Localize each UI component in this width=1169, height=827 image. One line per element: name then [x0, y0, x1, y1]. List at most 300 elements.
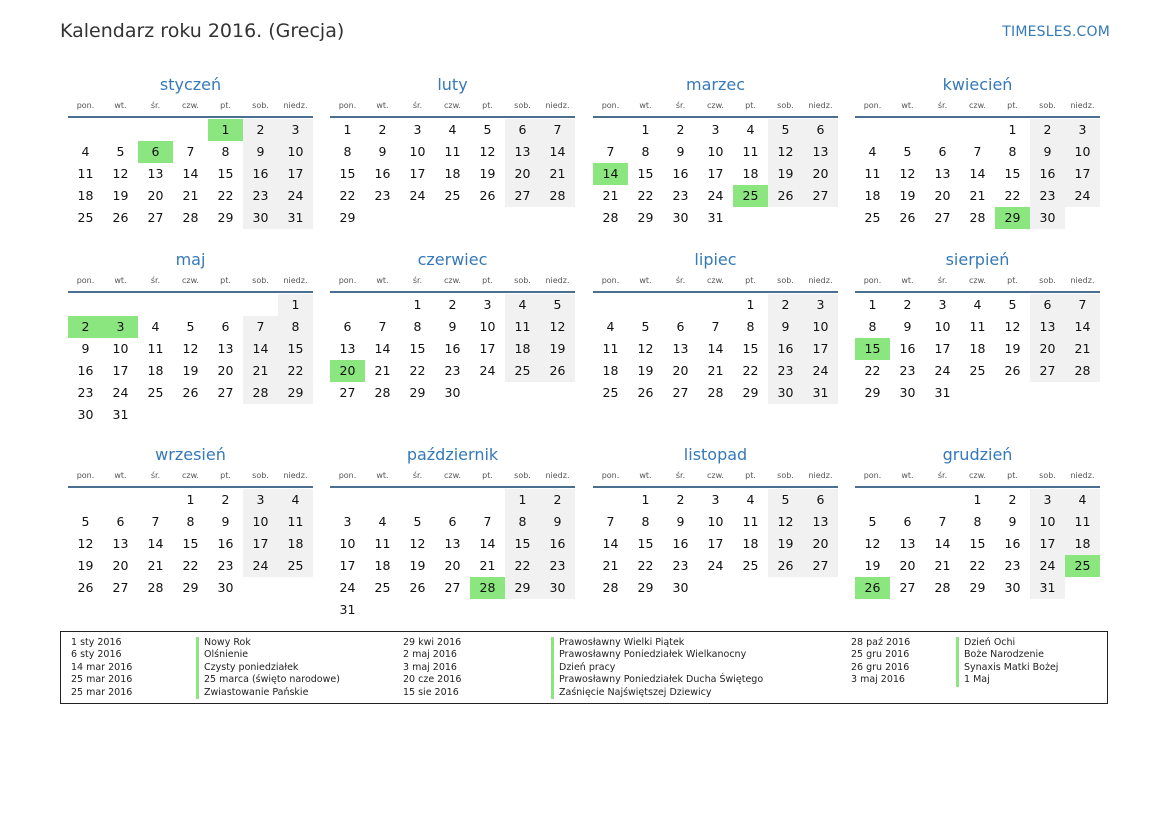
day-cell: 21: [602, 558, 619, 573]
weekday-label: pt.: [482, 276, 493, 285]
weekday-label: pon.: [601, 276, 620, 285]
empty-day-cell: [243, 404, 278, 426]
week-row: [855, 511, 1100, 533]
day-cell: 2: [676, 122, 685, 137]
empty-day-cell: [278, 577, 313, 599]
empty-day-cell: [173, 294, 208, 316]
weekday-label: niedz.: [545, 101, 570, 110]
day-cell: 16: [540, 533, 575, 555]
day-cell: 3: [243, 489, 278, 511]
week-row: [593, 360, 838, 382]
day-cell: 21: [540, 163, 575, 185]
month-name: luty: [437, 75, 468, 94]
day-cell: 5: [768, 119, 803, 141]
weekday-label: sob.: [777, 276, 794, 285]
day-cell: 11: [742, 514, 759, 529]
day-cell: 10: [278, 141, 313, 163]
day-cell: 8: [973, 514, 982, 529]
empty-day-cell: [593, 489, 628, 511]
day-cell: 26: [899, 210, 916, 225]
empty-day-cell: [208, 294, 243, 316]
week-row: [593, 163, 838, 185]
week-row: [855, 294, 1100, 316]
week-row: [855, 577, 1100, 599]
day-cell: 4: [746, 492, 755, 507]
day-cell: 9: [676, 144, 685, 159]
holiday-name: Prawosławny Wielki Piątek: [551, 637, 684, 649]
day-cell: 7: [483, 514, 492, 529]
weekday-label: czw.: [969, 101, 986, 110]
holiday-date: 25 mar 2016: [71, 686, 133, 698]
empty-day-cell: [768, 207, 803, 229]
day-cell: 17: [278, 163, 313, 185]
weekday-label: pt.: [220, 276, 231, 285]
day-cell: 6: [938, 144, 947, 159]
weekday-header: [593, 275, 838, 293]
day-cell: 16: [374, 166, 391, 181]
weekday-label: niedz.: [283, 276, 308, 285]
day-cell: 4: [973, 297, 982, 312]
week-row: [68, 511, 313, 533]
day-cell: 5: [903, 144, 912, 159]
day-cell: 13: [899, 536, 916, 551]
day-cell: 1: [186, 492, 195, 507]
day-cell: 24: [707, 558, 724, 573]
week-row: [330, 599, 575, 621]
day-cell: 18: [742, 166, 759, 181]
week-row: [855, 316, 1100, 338]
day-cell: 3: [803, 294, 838, 316]
empty-day-cell: [470, 599, 505, 621]
holiday-name: Dzień pracy: [551, 662, 615, 674]
weekday-label: śr.: [150, 276, 161, 285]
day-cell: 28: [602, 580, 619, 595]
day-cell: 23: [1030, 185, 1065, 207]
week-row: [68, 207, 313, 229]
week-row: [68, 316, 313, 338]
day-cell: 13: [1030, 316, 1065, 338]
empty-day-cell: [330, 489, 365, 511]
day-cell: 22: [742, 363, 759, 378]
weekday-label: wt.: [901, 276, 914, 285]
empty-day-cell: [540, 382, 575, 404]
day-cell: 10: [243, 511, 278, 533]
weekday-label: pt.: [220, 101, 231, 110]
week-row: [855, 338, 1100, 360]
day-cell: 18: [602, 363, 619, 378]
month-name: październik: [406, 445, 499, 464]
week-row: [68, 360, 313, 382]
weekday-label: pt.: [220, 471, 231, 480]
holiday-name: Olśnienie: [196, 649, 248, 661]
empty-day-cell: [138, 404, 173, 426]
day-cell: 27: [444, 580, 461, 595]
weekday-label: czw.: [707, 101, 724, 110]
day-cell: 29: [995, 207, 1030, 229]
weekday-label: śr.: [937, 471, 948, 480]
day-cell: 21: [602, 188, 619, 203]
day-cell: 8: [505, 511, 540, 533]
day-cell: 26: [768, 555, 803, 577]
day-cell: 29: [864, 385, 881, 400]
day-cell: 4: [606, 319, 615, 334]
week-row: [330, 163, 575, 185]
day-cell: 17: [707, 166, 724, 181]
empty-day-cell: [1065, 207, 1100, 229]
day-cell: 9: [1030, 141, 1065, 163]
month-name: grudzień: [942, 445, 1013, 464]
day-cell: 10: [112, 341, 129, 356]
weekday-header: [855, 470, 1100, 488]
empty-day-cell: [890, 119, 925, 141]
day-cell: 5: [483, 122, 492, 137]
weekday-label: czw.: [969, 471, 986, 480]
day-cell: 26: [77, 580, 94, 595]
day-cell: 20: [803, 163, 838, 185]
day-cell: 29: [969, 580, 986, 595]
day-cell: 30: [768, 382, 803, 404]
weekday-label: wt.: [114, 471, 127, 480]
day-cell: 5: [868, 514, 877, 529]
day-cell: 15: [855, 338, 890, 360]
weekday-header: [593, 100, 838, 118]
day-cell: 23: [217, 558, 234, 573]
empty-day-cell: [278, 404, 313, 426]
weekday-label: niedz.: [808, 276, 833, 285]
holiday-date: 26 gru 2016: [851, 661, 910, 673]
day-cell: 4: [278, 489, 313, 511]
weekday-label: śr.: [937, 276, 948, 285]
week-row: [593, 316, 838, 338]
day-cell: 5: [116, 144, 125, 159]
day-cell: 4: [746, 122, 755, 137]
day-cell: 29: [637, 580, 654, 595]
holiday-date: 20 cze 2016: [403, 674, 462, 686]
empty-day-cell: [768, 577, 803, 599]
weekday-label: czw.: [182, 471, 199, 480]
day-cell: 28: [374, 385, 391, 400]
day-cell: 20: [672, 363, 689, 378]
day-cell: 28: [934, 580, 951, 595]
day-cell: 26: [540, 360, 575, 382]
week-row: [68, 185, 313, 207]
day-cell: 14: [934, 536, 951, 551]
day-cell: 7: [243, 316, 278, 338]
day-cell: 29: [742, 385, 759, 400]
week-row: [593, 533, 838, 555]
day-cell: 6: [903, 514, 912, 529]
empty-day-cell: [103, 294, 138, 316]
empty-day-cell: [138, 294, 173, 316]
day-cell: 13: [803, 141, 838, 163]
day-cell: 1: [413, 297, 422, 312]
day-cell: 18: [278, 533, 313, 555]
day-cell: 25: [505, 360, 540, 382]
day-cell: 12: [899, 166, 916, 181]
empty-day-cell: [540, 599, 575, 621]
day-cell: 9: [448, 319, 457, 334]
day-cell: 23: [77, 385, 94, 400]
day-cell: 31: [278, 207, 313, 229]
day-cell: 22: [969, 558, 986, 573]
day-cell: 2: [903, 297, 912, 312]
holiday-name: Czysty poniedziałek: [196, 662, 298, 674]
day-cell: 30: [1004, 580, 1021, 595]
day-cell: 9: [243, 141, 278, 163]
weekday-label: pt.: [745, 101, 756, 110]
day-cell: 6: [676, 319, 685, 334]
day-cell: 24: [1030, 555, 1065, 577]
day-cell: 13: [112, 536, 129, 551]
month-name: styczeń: [159, 75, 222, 94]
weekday-label: pon.: [863, 471, 882, 480]
day-cell: 23: [444, 363, 461, 378]
day-cell: 26: [112, 210, 129, 225]
day-cell: 6: [116, 514, 125, 529]
day-cell: 17: [479, 341, 496, 356]
empty-day-cell: [400, 207, 435, 229]
weekday-label: pon.: [601, 471, 620, 480]
day-cell: 7: [973, 144, 982, 159]
week-row: [68, 338, 313, 360]
week-row: [593, 489, 838, 511]
day-cell: 10: [339, 536, 356, 551]
day-cell: 5: [1008, 297, 1017, 312]
empty-day-cell: [435, 489, 470, 511]
weekday-label: niedz.: [545, 471, 570, 480]
day-cell: 17: [339, 558, 356, 573]
day-cell: 31: [707, 210, 724, 225]
empty-day-cell: [103, 489, 138, 511]
day-cell: 27: [339, 385, 356, 400]
day-cell: 27: [112, 580, 129, 595]
week-row: [68, 382, 313, 404]
day-cell: 29: [217, 210, 234, 225]
weekday-header: [593, 470, 838, 488]
day-cell: 10: [479, 319, 496, 334]
day-cell: 14: [602, 536, 619, 551]
empty-day-cell: [1065, 577, 1100, 599]
weekday-label: wt.: [114, 101, 127, 110]
weekday-label: niedz.: [1070, 276, 1095, 285]
page-title: Kalendarz roku 2016. (Grecja): [60, 20, 345, 42]
empty-day-cell: [330, 294, 365, 316]
day-cell: 10: [803, 316, 838, 338]
empty-day-cell: [960, 119, 995, 141]
day-cell: 12: [637, 341, 654, 356]
weekday-header: [855, 275, 1100, 293]
empty-day-cell: [68, 119, 103, 141]
day-cell: 12: [112, 166, 129, 181]
day-cell: 5: [81, 514, 90, 529]
day-cell: 15: [217, 166, 234, 181]
day-cell: 17: [409, 166, 426, 181]
weekday-label: niedz.: [1070, 101, 1095, 110]
holiday-name: 25 marca (święto narodowe): [196, 674, 340, 686]
day-cell: 2: [243, 119, 278, 141]
day-cell: 10: [934, 319, 951, 334]
day-cell: 31: [803, 382, 838, 404]
day-cell: 21: [243, 360, 278, 382]
empty-day-cell: [470, 207, 505, 229]
day-cell: 10: [1065, 141, 1100, 163]
day-cell: 16: [1030, 163, 1065, 185]
day-cell: 22: [637, 558, 654, 573]
day-cell: 2: [68, 316, 103, 338]
day-cell: 19: [77, 558, 94, 573]
weekday-label: pon.: [863, 101, 882, 110]
day-cell: 28: [969, 210, 986, 225]
empty-day-cell: [243, 294, 278, 316]
day-cell: 3: [938, 297, 947, 312]
empty-day-cell: [505, 599, 540, 621]
week-row: [330, 141, 575, 163]
holiday-name: Synaxis Matki Bożej: [956, 662, 1058, 674]
weekday-label: wt.: [376, 276, 389, 285]
day-cell: 21: [969, 188, 986, 203]
day-cell: 30: [672, 580, 689, 595]
day-cell: 25: [77, 210, 94, 225]
holiday-name: Zwiastowanie Pańskie: [196, 687, 308, 699]
day-cell: 17: [707, 536, 724, 551]
day-cell: 18: [969, 341, 986, 356]
day-cell: 7: [606, 514, 615, 529]
month-block: [855, 443, 1100, 599]
weekday-header: [68, 470, 313, 488]
empty-day-cell: [960, 382, 995, 404]
weekday-header: [855, 100, 1100, 118]
day-cell: 11: [742, 144, 759, 159]
weekday-label: wt.: [639, 471, 652, 480]
day-cell: 30: [217, 580, 234, 595]
day-cell: 26: [1004, 363, 1021, 378]
day-cell: 18: [77, 188, 94, 203]
day-cell: 7: [938, 514, 947, 529]
day-cell: 20: [444, 558, 461, 573]
day-cell: 9: [221, 514, 230, 529]
weekday-label: pt.: [1007, 276, 1018, 285]
day-cell: 29: [182, 580, 199, 595]
brand-link[interactable]: TIMESLES.COM: [1002, 24, 1110, 40]
holiday-date: 29 kwi 2016: [403, 637, 462, 648]
day-cell: 8: [746, 319, 755, 334]
week-row: [68, 404, 313, 426]
day-cell: 1: [641, 492, 650, 507]
day-cell: 26: [479, 188, 496, 203]
empty-day-cell: [925, 119, 960, 141]
day-cell: 16: [217, 536, 234, 551]
week-row: [68, 141, 313, 163]
day-cell: 11: [77, 166, 94, 181]
day-cell: 23: [1004, 558, 1021, 573]
week-row: [593, 577, 838, 599]
day-cell: 5: [768, 489, 803, 511]
day-cell: 24: [112, 385, 129, 400]
day-cell: 23: [672, 188, 689, 203]
day-cell: 26: [409, 580, 426, 595]
weekday-label: pon.: [338, 101, 357, 110]
week-row: [855, 119, 1100, 141]
day-cell: 22: [182, 558, 199, 573]
weekday-label: czw.: [707, 276, 724, 285]
month-name: marzec: [685, 75, 745, 94]
day-cell: 7: [186, 144, 195, 159]
week-row: [855, 163, 1100, 185]
weekday-label: niedz.: [545, 276, 570, 285]
day-cell: 4: [1065, 489, 1100, 511]
weekday-label: czw.: [969, 276, 986, 285]
day-cell: 3: [278, 119, 313, 141]
day-cell: 12: [768, 141, 803, 163]
day-cell: 15: [339, 166, 356, 181]
weekday-label: wt.: [114, 276, 127, 285]
day-cell: 21: [374, 363, 391, 378]
week-row: [330, 185, 575, 207]
week-row: [855, 360, 1100, 382]
empty-day-cell: [628, 294, 663, 316]
week-row: [68, 163, 313, 185]
week-row: [330, 555, 575, 577]
empty-day-cell: [698, 577, 733, 599]
holiday-date: 2 maj 2016: [403, 649, 457, 661]
day-cell: 20: [899, 558, 916, 573]
day-cell: 20: [505, 163, 540, 185]
day-cell: 2: [448, 297, 457, 312]
day-cell: 6: [505, 119, 540, 141]
empty-day-cell: [855, 119, 890, 141]
weekday-label: śr.: [937, 101, 948, 110]
empty-day-cell: [593, 119, 628, 141]
empty-day-cell: [803, 207, 838, 229]
day-cell: 25: [1065, 555, 1100, 577]
day-cell: 14: [593, 163, 628, 185]
day-cell: 27: [672, 385, 689, 400]
empty-day-cell: [173, 119, 208, 141]
empty-day-cell: [365, 599, 400, 621]
day-cell: 1: [505, 489, 540, 511]
week-row: [68, 533, 313, 555]
day-cell: 20: [147, 188, 164, 203]
day-cell: 3: [483, 297, 492, 312]
month-block: [593, 73, 838, 229]
day-cell: 22: [278, 360, 313, 382]
empty-day-cell: [803, 577, 838, 599]
day-cell: 13: [444, 536, 461, 551]
day-cell: 30: [1030, 207, 1065, 229]
day-cell: 6: [1030, 294, 1065, 316]
day-cell: 9: [540, 511, 575, 533]
holiday-name: Nowy Rok: [196, 637, 251, 649]
day-cell: 7: [1065, 294, 1100, 316]
day-cell: 4: [81, 144, 90, 159]
day-cell: 15: [637, 166, 654, 181]
month-block: [68, 443, 313, 599]
day-cell: 8: [641, 514, 650, 529]
weekday-header: [330, 100, 575, 118]
empty-day-cell: [470, 489, 505, 511]
day-cell: 6: [343, 319, 352, 334]
day-cell: 15: [1004, 166, 1021, 181]
day-cell: 18: [147, 363, 164, 378]
week-row: [330, 338, 575, 360]
day-cell: 14: [182, 166, 199, 181]
weekday-label: śr.: [150, 471, 161, 480]
weekday-label: pon.: [76, 471, 95, 480]
day-cell: 9: [676, 514, 685, 529]
empty-day-cell: [435, 207, 470, 229]
day-cell: 6: [138, 141, 173, 163]
weekday-label: pon.: [76, 101, 95, 110]
